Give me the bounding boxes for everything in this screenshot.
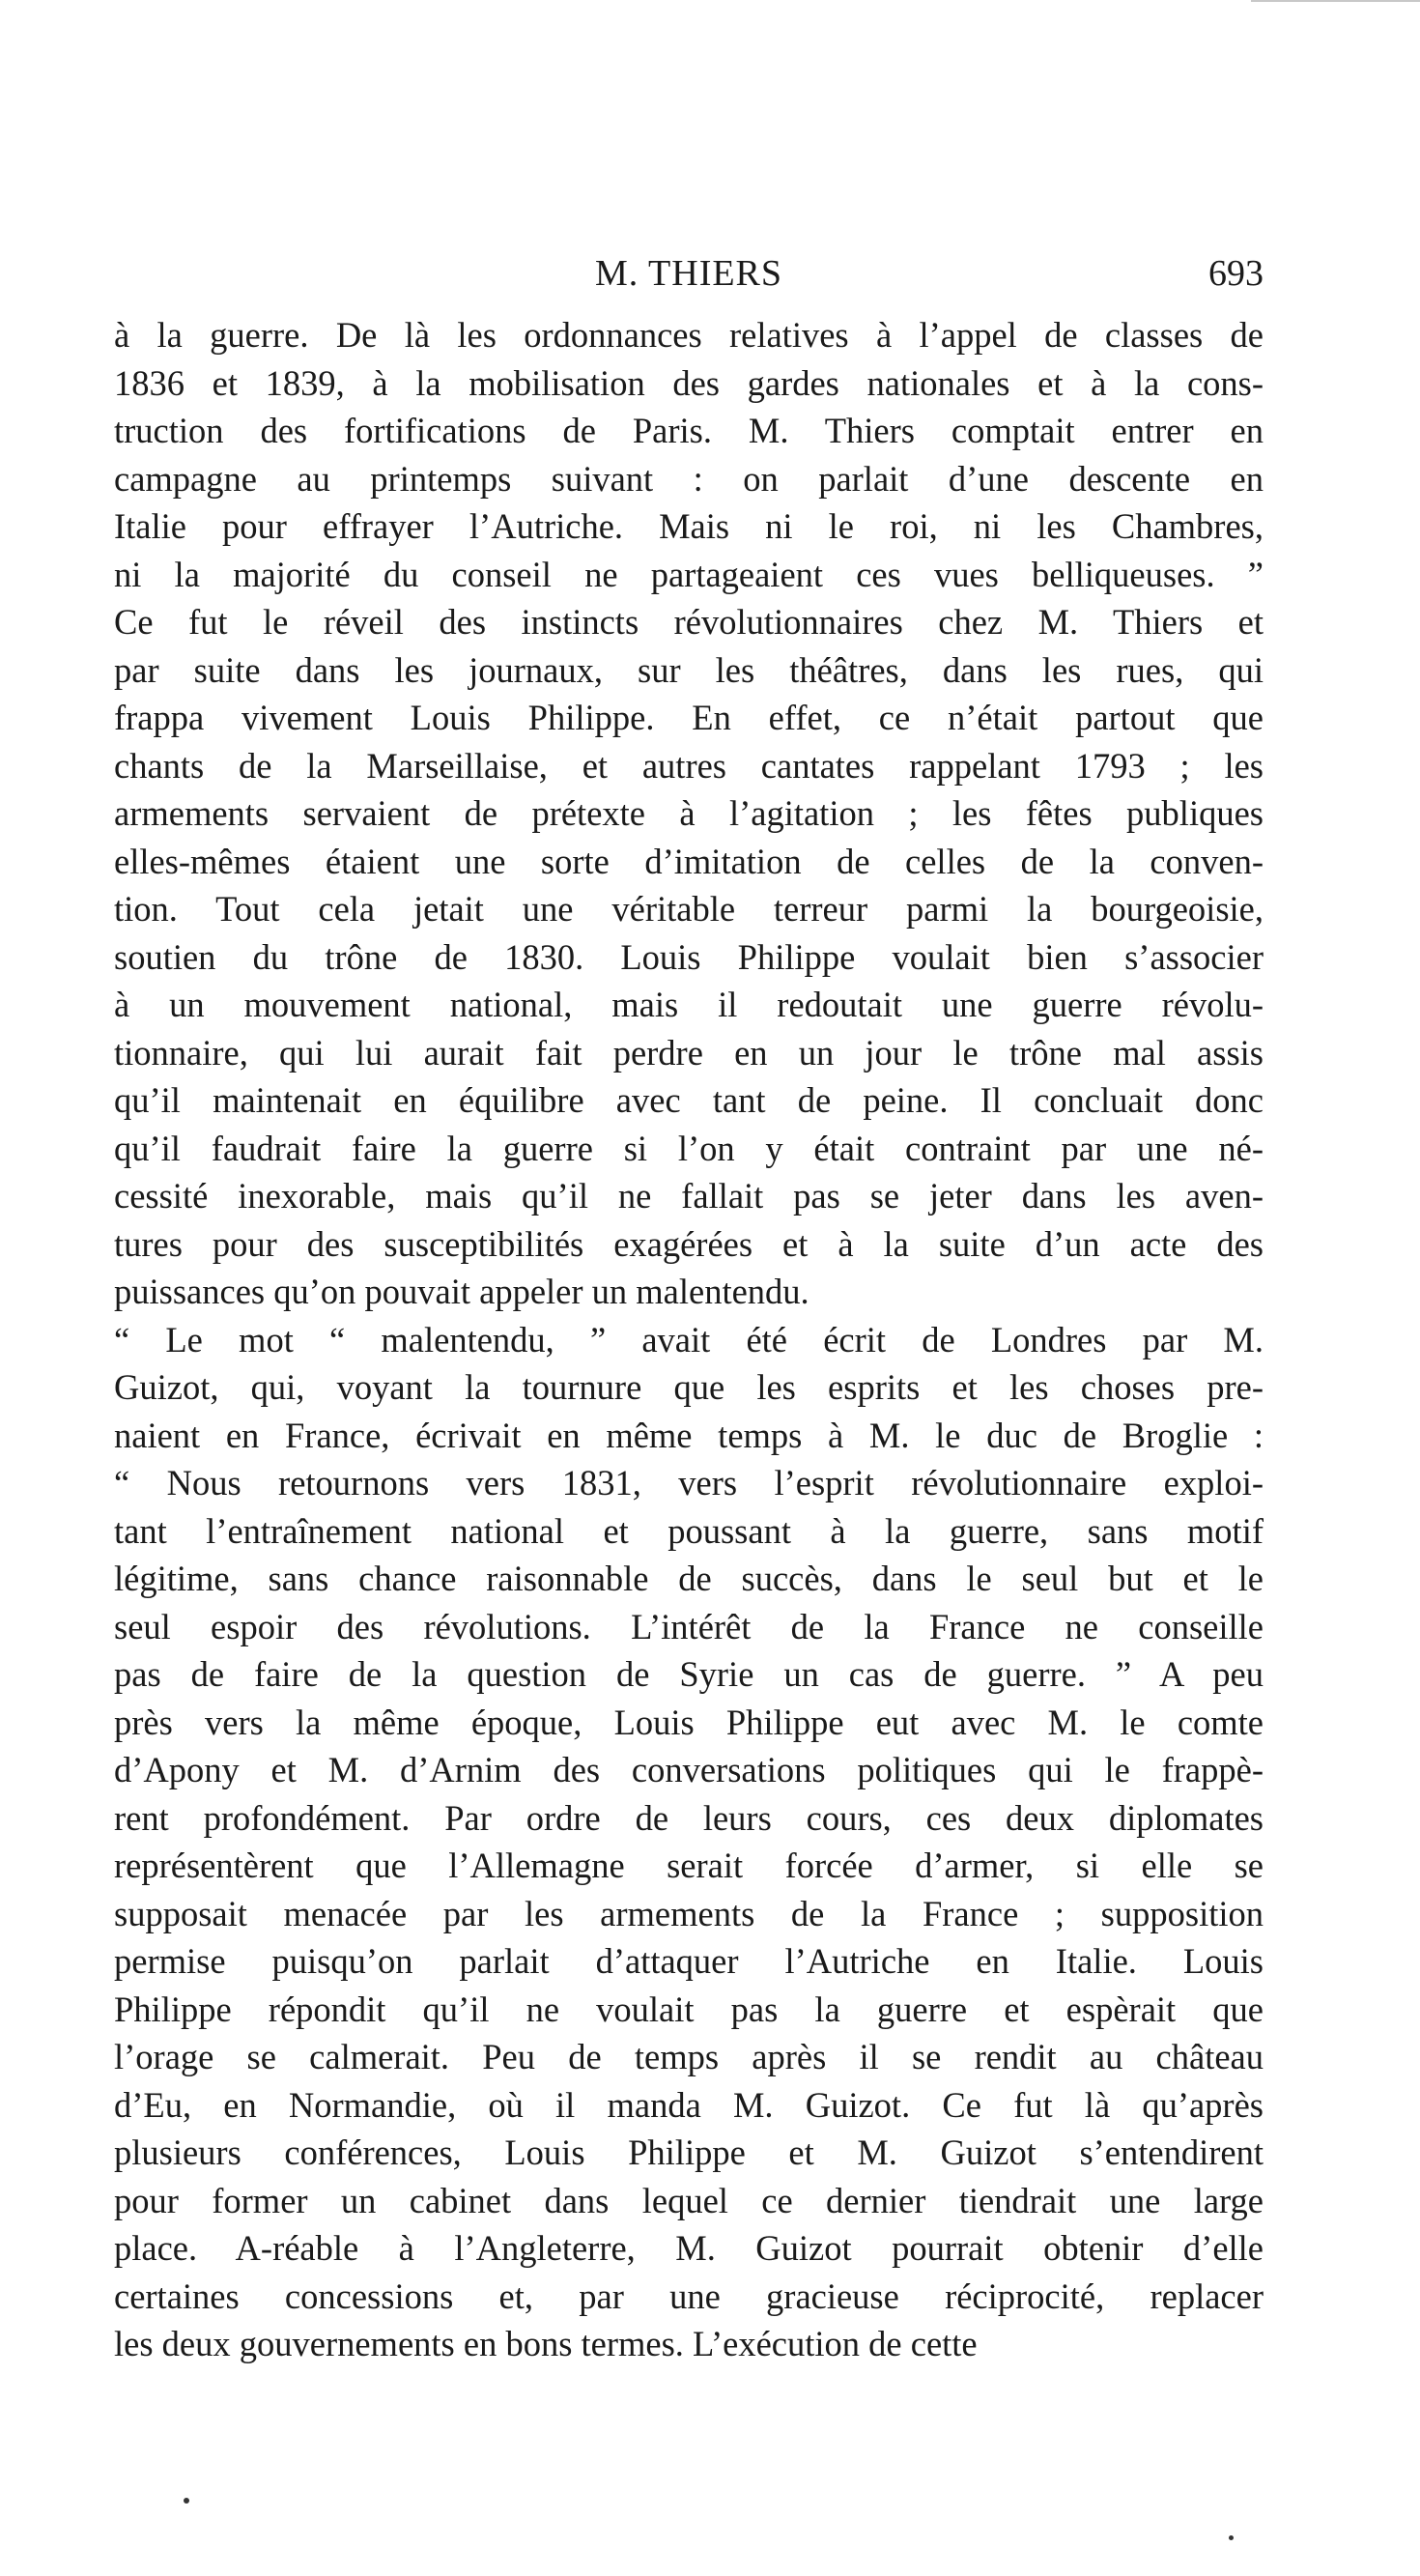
text-line: naient en France, écrivait en même temps à M. le duc de Broglie : — [114, 1415, 1264, 1455]
text-line: à un mouvement national, mais il redoutait une guerre révolu- — [114, 985, 1264, 1024]
text-line: Ce fut le réveil des instincts révolutionnaires chez M. Thiers et — [114, 602, 1264, 642]
text-line: ni la majorité du conseil ne partageaient ces vues belliqueuses. ” — [114, 554, 1264, 594]
text-line: près vers la même époque, Louis Philippe eut avec M. le comte — [114, 1702, 1264, 1742]
text-line: Philippe répondit qu’il ne voulait pas la guerre et espèrait que — [114, 1989, 1264, 2029]
running-header — [114, 249, 1264, 298]
text-line: rent profondément. Par ordre de leurs cours, ces deux diplomates — [114, 1797, 1264, 1838]
text-line: à la guerre. De là les ordonnances relatives à l’appel de classes de — [114, 315, 1264, 355]
text-line: tant l’entraînement national et poussant à la guerre, sans motif — [114, 1510, 1264, 1551]
text-line: pas de faire de la question de Syrie un cas de guerre. ” A peu — [114, 1654, 1264, 1694]
text-line: tionnaire, qui lui aurait fait perdre en un jour le trône mal assis — [114, 1032, 1264, 1073]
text-line: “ Nous retournons vers 1831, vers l’esprit révolutionnaire exploi- — [114, 1463, 1264, 1503]
text-line: pour former un cabinet dans lequel ce dernier tiendrait une large — [114, 2180, 1264, 2220]
text-line: campagne au printemps suivant : on parlait d’une descente en — [114, 458, 1264, 499]
text-line: elles-mêmes étaient une sorte d’imitation de celles de la conven- — [114, 841, 1264, 881]
text-line: légitime, sans chance raisonnable de succès, dans le seul but et le — [114, 1559, 1264, 1598]
text-line: certaines concessions et, par une gracieuse réciprocité, replacer — [114, 2275, 1264, 2316]
page-number: 693 — [1208, 253, 1264, 294]
text-line: qu’il faudrait faire la guerre si l’on y était contraint par une né- — [114, 1128, 1264, 1168]
scan-speck — [1229, 2535, 1234, 2540]
text-line: tion. Tout cela jetait une véritable terreur parmi la bourgeoisie, — [114, 889, 1264, 929]
scan-edge-rule — [1251, 0, 1420, 2]
text-line: plusieurs conférences, Louis Philippe et M. Guizot s’entendirent — [114, 2132, 1264, 2172]
scan-speck — [184, 2498, 189, 2504]
text-line: chants de la Marseillaise, et autres cantates rappelant 1793 ; les — [114, 745, 1264, 786]
text-line: l’orage se calmerait. Peu de temps après il se rendit au château — [114, 2037, 1264, 2076]
text-line: permise puisqu’on parlait d’attaquer l’Autriche en Italie. Louis — [114, 1941, 1264, 1981]
text-line: d’Eu, en Normandie, où il manda M. Guizot. Ce fut là qu’après — [114, 2084, 1264, 2125]
text-line: 1836 et 1839, à la mobilisation des gardes nationales et à la cons- — [114, 362, 1264, 403]
text-line: par suite dans les journaux, sur les théâtres, dans les rues, qui — [114, 649, 1264, 690]
text-line: seul espoir des révolutions. L’intérêt de la France ne conseille — [114, 1606, 1264, 1646]
body-text — [114, 311, 1264, 2368]
text-line: représentèrent que l’Allemagne serait forcée d’armer, si elle se — [114, 1846, 1264, 1885]
text-line: place. A-réable à l’Angleterre, M. Guizot pourrait obtenir d’elle — [114, 2228, 1264, 2268]
text-line: tures pour des susceptibilités exagérées et à la suite d’un acte des — [114, 1223, 1264, 1264]
text-line: puissances qu’on pouvait appeler un malentendu. — [114, 1272, 809, 1311]
text-line: les deux gouvernements en bons termes. L’exécution de cette — [114, 2324, 978, 2363]
text-line: frappa vivement Louis Philippe. En effet, ce n’était partout que — [114, 698, 1264, 737]
text-line: truction des fortifications de Paris. M. Thiers comptait entrer en — [114, 411, 1264, 450]
text-line: armements servaient de prétexte à l’agitation ; les fêtes publiques — [114, 793, 1264, 833]
text-line: qu’il maintenait en équilibre avec tant de peine. Il concluait donc — [114, 1080, 1264, 1120]
text-line: d’Apony et M. d’Arnim des conversations politiques qui le frappè- — [114, 1750, 1264, 1789]
text-line: soutien du trône de 1830. Louis Philippe voulait bien s’associer — [114, 936, 1264, 977]
running-title: M. THIERS — [594, 253, 783, 294]
text-line: Italie pour effrayer l’Autriche. Mais ni le roi, ni les Chambres, — [114, 506, 1264, 546]
text-line: supposait menacée par les armements de la France ; supposition — [114, 1893, 1264, 1933]
text-line: “ Le mot “ malentendu, ” avait été écrit de Londres par M. — [114, 1319, 1264, 1360]
text-line: cessité inexorable, mais qu’il ne fallait pas se jeter dans les aven- — [114, 1176, 1264, 1216]
text-line: Guizot, qui, voyant la tournure que les esprits et les choses pre- — [114, 1367, 1264, 1407]
